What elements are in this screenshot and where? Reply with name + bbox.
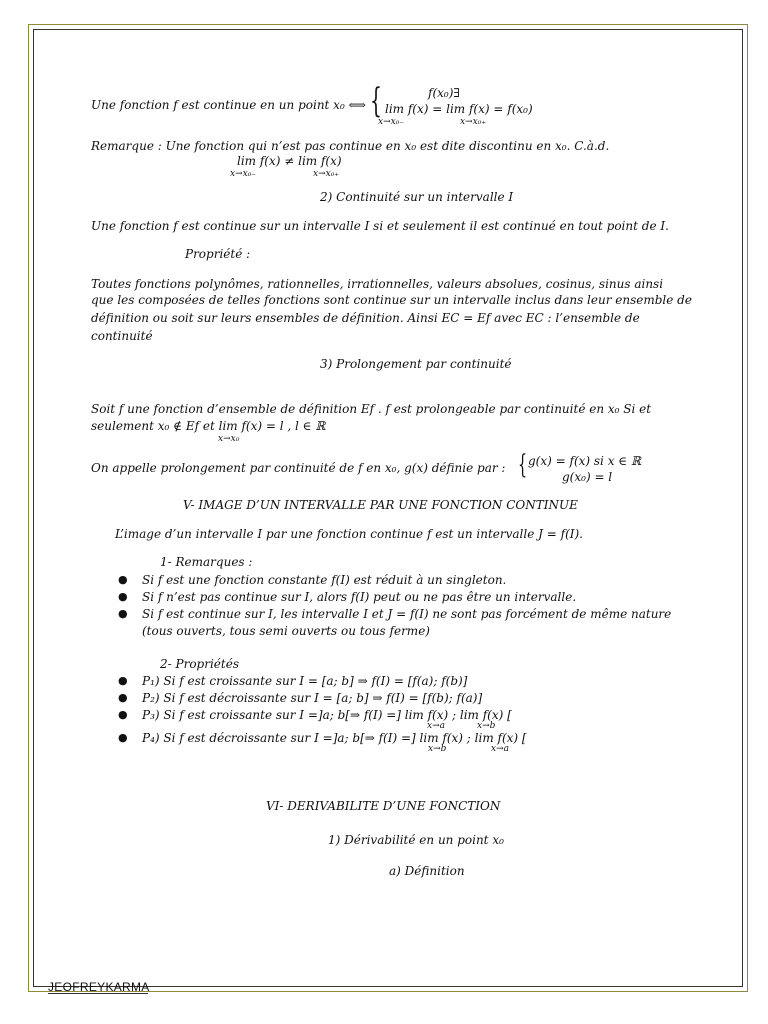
discontinuity-formula: lim f(x) ≠ lim f(x) [237, 154, 342, 168]
continuity-definition-text: Une fonction f est continue en un point x₀ ⟺ [91, 98, 366, 112]
section-3-line-3: On appelle prolongement par continuité de f en x₀, g(x) définie par : [91, 461, 506, 475]
remarques-heading: 1- Remarques : [160, 555, 253, 569]
extension-case-1: g(x) = f(x) si x ∈ ℝ [528, 454, 641, 468]
limit-subscript-left: x→x₀₋ [378, 117, 405, 127]
continuity-condition-2: lim f(x) = lim f(x) = f(x₀) [385, 102, 533, 116]
section-2-title: 2) Continuité sur un intervalle I [320, 190, 514, 204]
section-VI-subtitle-a: a) Définition [389, 864, 465, 878]
p4-limit-subscript-1: x→b [428, 744, 447, 754]
section-3-line-2: seulement x₀ ∉ E𝑓 et lim f(x) = l , l ∈ ℝ [91, 419, 326, 433]
bullet-icon: ● [118, 708, 128, 721]
section-2-para-line-2: que les composées de telles fonctions sont continue sur un intervalle inclus dans leur ensemble de [91, 293, 692, 307]
footer-divider [48, 993, 148, 994]
section-VI-subtitle-1: 1) Dérivabilité en un point x₀ [328, 833, 504, 847]
discontinuity-subscript-right: x→x₀₊ [313, 169, 340, 179]
propriete-p1: P₁) Si f est croissante sur I = [a; b] ⇒ f(I) = [f(a); f(b)] [142, 674, 468, 688]
section-VI-title: VI- DERIVABILITE D’UNE FONCTION [266, 799, 501, 813]
bullet-icon: ● [118, 590, 128, 603]
bullet-icon: ● [118, 573, 128, 586]
remarque-3-continued: (tous ouverts, tous semi ouverts ou tous ferme) [142, 624, 430, 638]
propriete-p4: P₄) Si f est décroissante sur I =]a; b[⇒ f(I) =] lim f(x) ; lim f(x) [ [142, 731, 527, 745]
remarque-2: Si f n’est pas continue sur I, alors f(I) peut ou ne pas être un intervalle. [142, 590, 577, 604]
p4-limit-subscript-2: x→a [491, 744, 509, 754]
section-2-definition: Une fonction f est continue sur un intervalle I si et seulement il est continué en tout point de I. [91, 219, 669, 233]
propriete-p3: P₃) Si f est croissante sur I =]a; b[⇒ f(I) =] lim f(x) ; lim f(x) [ [142, 708, 512, 722]
propriete-heading: Propriété : [185, 247, 251, 261]
bullet-icon: ● [118, 607, 128, 620]
remarque-1: Si f est une fonction constante f(I) est réduit à un singleton. [142, 573, 507, 587]
p3-limit-subscript-2: x→b [477, 721, 496, 731]
proprietes-heading: 2- Propriétés [160, 657, 239, 671]
extension-case-2: g(x₀) = l [562, 470, 613, 484]
bullet-icon: ● [118, 731, 128, 744]
limit-subscript-right: x→x₀₊ [460, 117, 487, 127]
section-2-para-line-4: continuité [91, 329, 153, 343]
bullet-icon: ● [118, 691, 128, 704]
section-3-line-1: Soit f une fonction d’ensemble de définition E𝑓 . f est prolongeable par continuité en x₀ Si et [91, 402, 652, 416]
continuity-condition-1: f(x₀)∃ [428, 86, 460, 100]
section-V-intro: L’image d’un intervalle I par une fonction continue f est un intervalle J = f(I). [115, 527, 583, 541]
section-3-limit-subscript: x→x₀ [218, 434, 240, 444]
left-brace: { [370, 81, 382, 121]
section-V-title: V- IMAGE D’UN INTERVALLE PAR UNE FONCTION CONTINUE [183, 498, 578, 512]
cases-brace: { [518, 450, 528, 480]
propriete-p2: P₂) Si f est décroissante sur I = [a; b] ⇒ f(I) = [f(b); f(a)] [142, 691, 483, 705]
section-2-para-line-1: Toutes fonctions polynômes, rationnelles, irrationnelles, valeurs absolues, cosinus, sinus ainsi [91, 277, 664, 291]
remark-discontinuity: Remarque : Une fonction qui n’est pas continue en x₀ est dite discontinu en x₀. C.à.d. [91, 139, 610, 153]
section-2-para-line-3: définition ou soit sur leurs ensembles de définition. Ainsi E𝐶 = E𝑓 avec E𝐶 : l’ensemble de [91, 311, 640, 325]
discontinuity-subscript-left: x→x₀₋ [230, 169, 257, 179]
bullet-icon: ● [118, 674, 128, 687]
section-3-title: 3) Prolongement par continuité [320, 357, 512, 371]
footer-author: JEOFREYKARMA [48, 980, 150, 994]
p3-limit-subscript-1: x→a [427, 721, 445, 731]
remarque-3: Si f est continue sur I, les intervalle I et J = f(I) ne sont pas forcément de même nature [142, 607, 672, 621]
